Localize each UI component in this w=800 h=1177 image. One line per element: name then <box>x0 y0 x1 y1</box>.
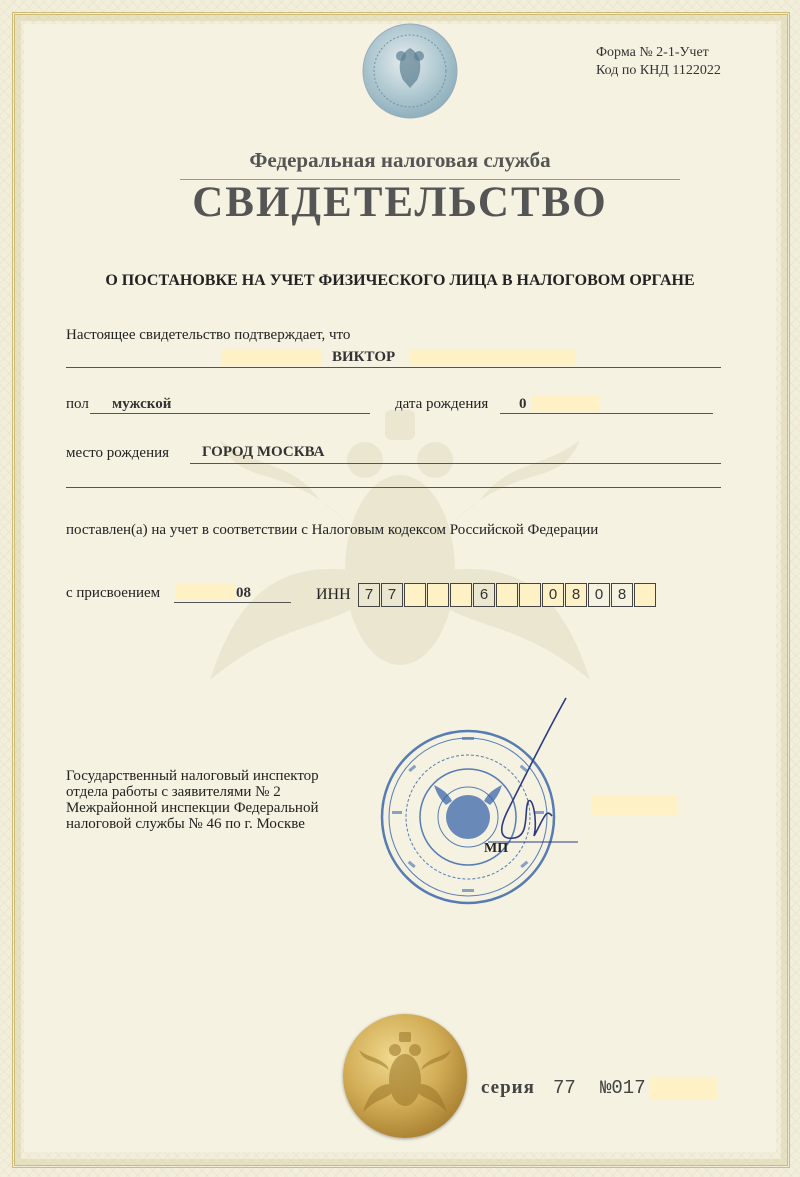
inn-digit-9: 0 <box>542 583 564 607</box>
inn-digit-10: 8 <box>565 583 587 607</box>
number-sign: № <box>600 1077 612 1099</box>
stamp-mark: МП <box>484 841 509 856</box>
assignment-date-line <box>174 602 291 603</box>
registered-text: поставлен(а) на учет в соответствии с Налоговым кодексом Российской Федерации <box>66 522 599 538</box>
inn-digit-1: 7 <box>358 583 380 607</box>
redacted-surname <box>222 349 322 365</box>
certifies-label: Настоящее свидетельство подтверждает, что <box>66 327 351 343</box>
redacted-assignment-date <box>176 584 236 600</box>
inspector-line-1: Государственный налоговый инспектор <box>66 768 319 784</box>
inspector-line-2: отдела работы с заявителями № 2 <box>66 784 281 800</box>
inn-digit-13 <box>634 583 656 607</box>
inspector-block <box>66 768 319 832</box>
birthplace-value: ГОРОД МОСКВА <box>202 444 325 460</box>
series-value: 77 <box>553 1077 576 1099</box>
inn-digit-3 <box>404 583 426 607</box>
inn-digit-4 <box>427 583 449 607</box>
assignment-label: с присвоением <box>66 585 161 601</box>
redacted-inspector-name <box>592 795 678 815</box>
document-title: СВИДЕТЕЛЬСТВО <box>192 179 608 226</box>
inn-digit-6: 6 <box>473 583 495 607</box>
redacted-dob <box>531 395 599 411</box>
sex-line <box>90 413 370 414</box>
document-subtitle: О ПОСТАНОВКЕ НА УЧЕТ ФИЗИЧЕСКОГО ЛИЦА В НАЛОГОВОМ ОРГАНЕ <box>105 272 695 289</box>
redacted-serial-number <box>649 1078 717 1100</box>
inn-digit-11: 0 <box>588 583 610 607</box>
inn-digit-7 <box>496 583 518 607</box>
series-label: серия <box>481 1077 535 1098</box>
sex-value: мужской <box>112 396 172 412</box>
person-name: ВИКТОР <box>332 349 396 365</box>
inn-digit-5 <box>450 583 472 607</box>
birthplace-label: место рождения <box>66 445 170 461</box>
gold-seal <box>343 1014 467 1138</box>
serial-number-visible: 017 <box>611 1077 646 1099</box>
birthplace-line <box>190 463 721 464</box>
inspector-line-4: налоговой службы № 46 по г. Москве <box>66 816 305 832</box>
dob-label: дата рождения <box>395 396 489 412</box>
assignment-date: 08 <box>236 585 251 601</box>
name-line <box>66 367 721 368</box>
inspector-line-3: Межрайонной инспекции Федеральной <box>66 800 319 816</box>
form-number: Форма № 2-1-Учет <box>596 45 709 60</box>
sex-label: пол <box>66 396 89 412</box>
issuer-name: Федеральная налоговая служба <box>249 148 551 172</box>
dob-line <box>500 413 713 414</box>
hologram-emblem <box>361 22 459 120</box>
redacted-patronymic <box>410 349 576 365</box>
inn-label: ИНН <box>316 586 351 603</box>
knd-code: Код по КНД 1122022 <box>596 63 721 78</box>
gold-eagle-emblem <box>343 1014 467 1138</box>
birthplace-line-2 <box>66 487 721 488</box>
form-meta <box>596 44 721 80</box>
inn-digit-8 <box>519 583 541 607</box>
inn-digit-2: 7 <box>381 583 403 607</box>
serial-number <box>600 1077 646 1099</box>
inn-digit-12: 8 <box>611 583 633 607</box>
dob-value: 0 <box>519 396 527 412</box>
